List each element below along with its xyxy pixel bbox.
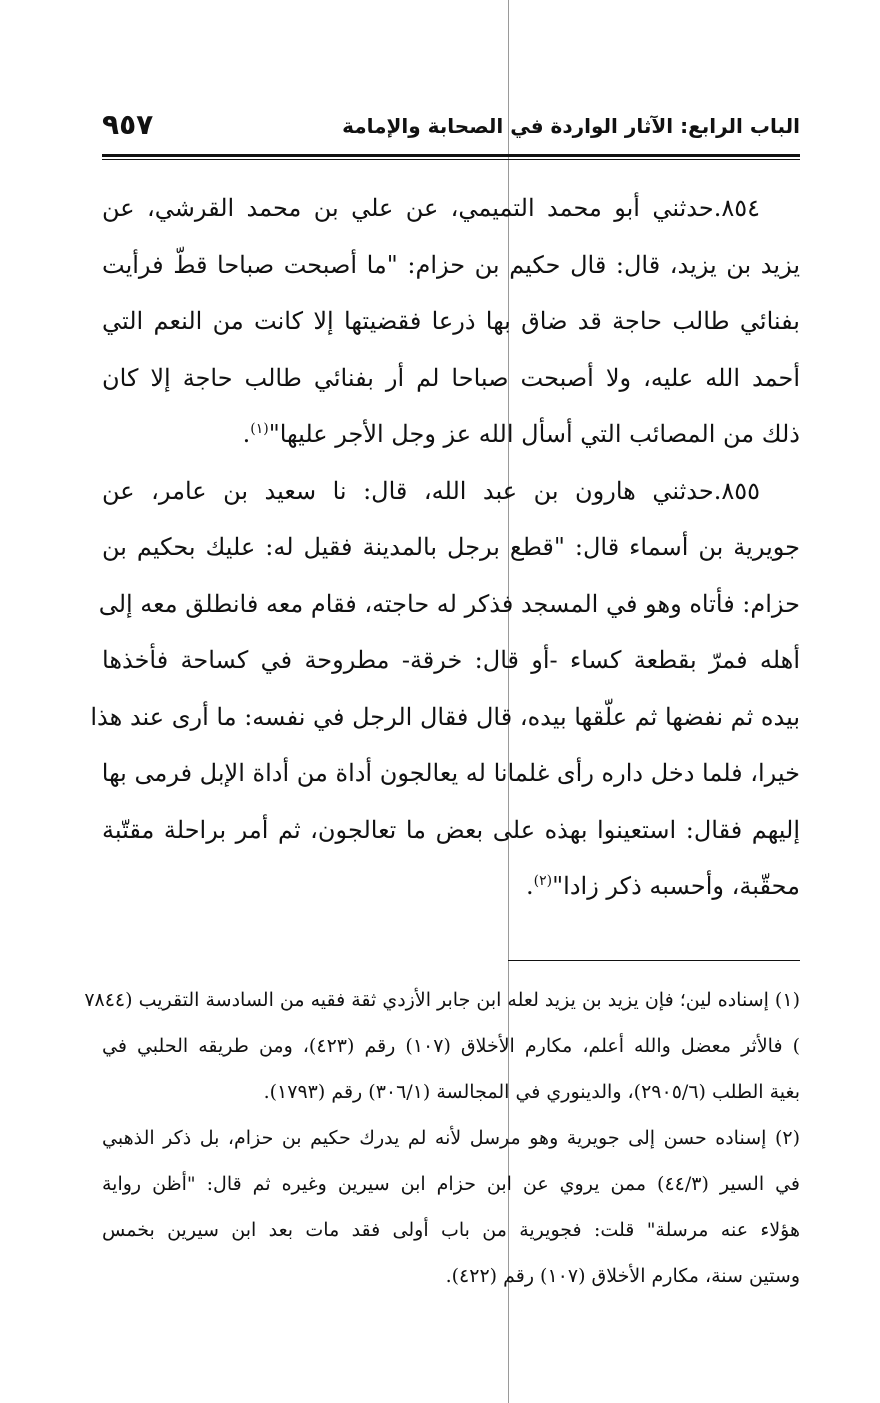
footnotes — [84, 977, 801, 1299]
footnote-line: وستين سنة، مكارم الأخلاق (١٠٧) رقم (٤٢٢). — [445, 1265, 800, 1287]
sentence-end: . — [242, 420, 251, 448]
footnote-2 — [102, 1115, 800, 1299]
text-line: جويرية بن أسماء قال: "قطع برجل بالمدينة فقيل له: عليك بحكيم بن — [102, 533, 800, 561]
footnote-line: ) فالأثر معضل والله أعلم، مكارم الأخلاق (١٠٧) رقم (٤٢٣)، ومن طريقه الحلبي في — [102, 1035, 801, 1057]
footnote-ref-1[interactable]: (١) — [250, 421, 269, 437]
text-line: أهله فمرّ بقطعة كساء -أو قال: خرقة- مطروحة في كساحة فأخذها — [102, 646, 800, 674]
text-line: يزيد بن يزيد، قال: قال حكيم بن حزام: "ما أصبحت صباحا قطّ فرأيت — [102, 250, 800, 279]
text-line: بفنائي طالب حاجة قد ضاق بها ذرعا فقضيتها إلا كانت من النعم التي — [102, 307, 800, 335]
text-line: إليهم فقال: استعينوا بهذه على بعض ما تعالجون، ثم أمر براحلة مقتّبة — [102, 815, 800, 844]
text-line: خيرا، فلما دخل داره رأى غلمانا له يعالجون أداة من أداة الإبل فرمى بها — [101, 759, 800, 787]
footnote-line: هؤلاء عنه مرسلة" قلت: فجويرية من باب أولى فقد مات بعد ابن سيرين بخمس — [102, 1219, 800, 1241]
footnote-line: بغية الطلب (٢٩٠٥/٦)، والدينوري في المجالسة (٣٠٦/١) رقم (١٧٩٣). — [263, 1081, 800, 1103]
header-rule — [102, 154, 800, 160]
footnote-separator — [508, 960, 800, 961]
text-line-final — [102, 858, 800, 915]
narration-854 — [102, 180, 800, 463]
text-line: محقّبة، وأحسبه ذكر زادا" — [552, 872, 800, 900]
running-header — [102, 108, 800, 148]
main-text — [90, 180, 800, 915]
footnote-line: (١) إسناده لين؛ فإن يزيد بن يزيد لعله ابن جابر الأزدي ثقة فقيه من السادسة التقريب (٧٨٤٤ — [84, 989, 800, 1011]
text-line: ٨٥٤.حدثني أبو محمد التميمي، عن علي بن محمد القرشي، عن — [102, 194, 760, 222]
footnote-ref-2[interactable]: (٢) — [533, 873, 553, 889]
text-line: أحمد الله عليه، ولا أصبحت صباحا لم أر بفنائي طالب حاجة إلا كان — [102, 363, 800, 392]
text-line: ٨٥٥.حدثني هارون بن عبد الله، قال: نا سعيد بن عامر، عن — [102, 476, 760, 505]
chapter-title: الباب الرابع: الآثار الواردة في الصحابة والإمامة — [342, 114, 800, 138]
page-number: ٩٥٧ — [102, 108, 154, 141]
sentence-end: . — [526, 872, 534, 900]
text-line: حزام: فأتاه وهو في المسجد فذكر له حاجته، فقام معه فانطلق معه إلى — [98, 589, 800, 618]
footnote-line: في السير (٤٤/٣) ممن يروي عن ابن حزام ابن سيرين وغيره ثم قال: "أظن رواية — [102, 1173, 800, 1195]
text-line-final — [102, 406, 800, 463]
footnote-1 — [84, 977, 801, 1115]
narration-855 — [90, 463, 800, 915]
footnote-line: (٢) إسناده حسن إلى جويرية وهو مرسل لأنه لم يدرك حكيم بن حزام، بل ذكر الذهبي — [102, 1127, 800, 1149]
text-line: ذلك من المصائب التي أسأل الله عز وجل الأجر عليها" — [268, 420, 800, 448]
text-line: بيده ثم نفضها ثم علّقها بيده، قال فقال الرجل في نفسه: ما أرى عند هذا — [90, 702, 800, 731]
